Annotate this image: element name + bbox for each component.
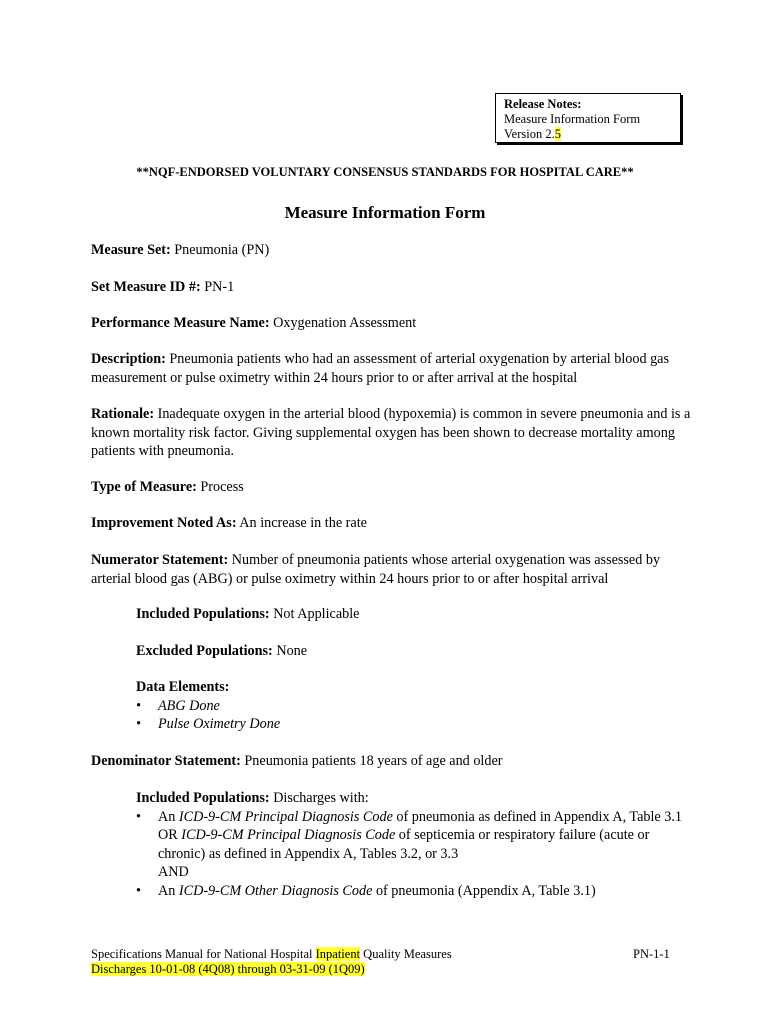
release-notes-version: Version 2.5 — [504, 127, 561, 141]
footer-discharge-range: Discharges 10-01-08 (4Q08) through 03-31-09 (1Q09) — [91, 962, 365, 976]
measure-name-value: Oxygenation Assessment — [269, 315, 417, 331]
endorsed-banner: **NQF-ENDORSED VOLUNTARY CONSENSUS STANDARDS FOR HOSPITAL CARE** — [136, 165, 634, 179]
denominator-value: Pneumonia patients 18 years of age and older — [240, 753, 503, 769]
page-number: PN-1-1 — [633, 947, 670, 961]
improvement-value: An increase in the rate — [236, 515, 367, 531]
numerator-included-label: Included Populations: — [136, 606, 270, 622]
type-of-measure-value: Process — [196, 479, 244, 495]
list-item: • Pulse Oximetry Done — [136, 715, 696, 734]
numerator-value: Number of pneumonia patients whose arterial oxygenation was assessed by arterial blood gas (ABG) or pulse oximetry within 24 hours prior to or after hospital arrival — [91, 552, 661, 587]
numerator-excluded-label: Excluded Populations: — [136, 643, 273, 659]
type-of-measure-label: Type of Measure: — [91, 479, 197, 495]
denominator-included-label: Included Populations: — [136, 790, 270, 806]
data-elements-field — [136, 678, 696, 734]
data-elements-label: Data Elements: — [136, 679, 230, 695]
numerator-included-value: Not Applicable — [269, 606, 360, 622]
measure-id-value: PN-1 — [200, 279, 235, 295]
numerator-excluded-field — [136, 642, 696, 661]
release-notes-form-name: Measure Information Form — [504, 112, 641, 126]
improvement-label: Improvement Noted As: — [91, 515, 237, 531]
type-of-measure-field — [91, 478, 691, 497]
release-notes-title: Release Notes: — [504, 97, 582, 111]
numerator-excluded-value: None — [272, 643, 308, 659]
measure-set-value: Pneumonia (PN) — [170, 242, 270, 258]
measure-name-field — [91, 314, 691, 333]
numerator-label: Numerator Statement: — [91, 552, 229, 568]
numerator-field — [91, 551, 691, 588]
rationale-field — [91, 405, 691, 461]
description-label: Description: — [91, 351, 166, 367]
description-value: Pneumonia patients who had an assessment of arterial oxygenation by arterial blood gas measurement or pulse oximetry within 24 hours prior to or after arrival at the hospital — [91, 351, 670, 386]
denominator-label: Denominator Statement: — [91, 753, 241, 769]
list-item: • ABG Done — [136, 697, 696, 716]
denominator-included-list — [136, 808, 696, 901]
numerator-included-field — [136, 605, 696, 624]
measure-set-field — [91, 241, 691, 260]
improvement-field — [91, 514, 691, 533]
rationale-label: Rationale: — [91, 406, 155, 422]
denominator-field — [91, 752, 691, 771]
rationale-value: Inadequate oxygen in the arterial blood (hypoxemia) is common in severe pneumonia and is a known mortality risk factor. Giving supplemental oxygen has been shown to decrease mortality among patients with pneumonia. — [91, 406, 691, 459]
denominator-included-field — [136, 789, 696, 900]
version-highlight: 5 — [554, 127, 561, 141]
data-elements-list — [136, 697, 696, 734]
list-item: • An ICD-9-CM Principal Diagnosis Code of pneumonia as defined in Appendix A, Table 3.1 OR ICD-9-CM Principal Diagnosis Code of septicemia or respiratory failure (acute or chronic) as defined in Appendix A, Tables 3.2, or 3.3 AND — [136, 808, 696, 882]
footer-manual-info — [91, 947, 452, 977]
footer-manual-title: Specifications Manual for National Hospital Inpatient Quality Measures — [91, 947, 452, 961]
description-field — [91, 350, 691, 387]
measure-id-label: Set Measure ID #: — [91, 279, 201, 295]
page-title: Measure Information Form — [284, 203, 486, 222]
and-connector: AND — [158, 864, 189, 880]
denominator-included-value: Discharges with: — [269, 790, 369, 806]
measure-set-label: Measure Set: — [91, 242, 171, 258]
list-item: • An ICD-9-CM Other Diagnosis Code of pneumonia (Appendix A, Table 3.1) — [136, 882, 696, 901]
measure-name-label: Performance Measure Name: — [91, 315, 270, 331]
release-notes-box — [495, 93, 681, 143]
measure-id-field — [91, 278, 691, 297]
footer-inpatient-highlight: Inpatient — [315, 947, 361, 961]
